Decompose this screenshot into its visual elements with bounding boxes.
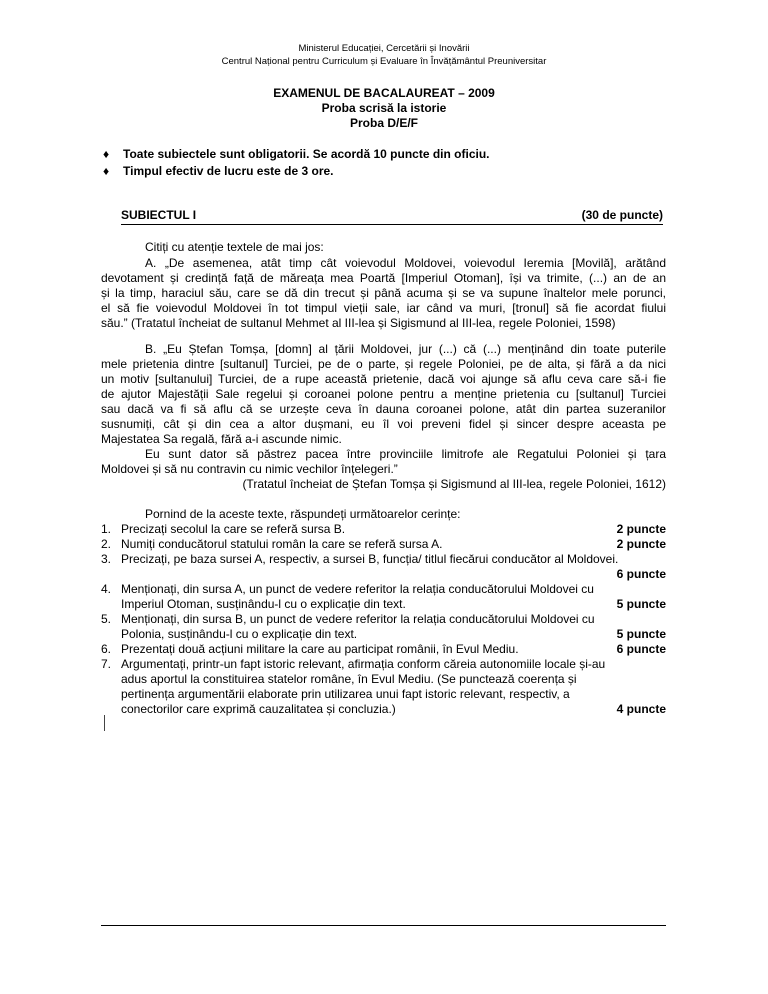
question-continuation — [121, 702, 666, 717]
source-b-line: Majestatea Sa regală, fără a-i ascunde nimic. — [101, 432, 342, 446]
question-points: 5 puncte — [616, 597, 666, 611]
question-text: adus aportul la constituirea statelor române, în Evul Mediu. (Se punctează coerența și — [121, 672, 577, 686]
question-text: Menționați, din sursa A, un punct de vedere referitor la relația conducătorului Moldovei cu — [121, 582, 594, 596]
question-points: 2 puncte — [616, 537, 666, 551]
source-b-line: de ajutor Majestății Sale regelui și coroanei polone pentru a menține prietenia cu [sultanul] Turciei — [101, 387, 666, 401]
ministry-name: Ministerul Educației, Cercetării și Inovării — [298, 43, 470, 54]
source-a-line: devotament și credință față de măreața mea Poartă [Imperiul Otoman], își va trimite, (...) an de an — [101, 271, 666, 285]
margin-mark — [104, 715, 105, 731]
question-points: 2 puncte — [616, 522, 666, 536]
question-text: Numiți conducătorul statului român la care se referă sursa A. — [121, 537, 443, 551]
center-name: Centrul Național pentru Curriculum și Evaluare în Învățământul Preuniversitar — [221, 56, 547, 67]
source-a-line: și la timp, haraciul său, care se dă din trecut și până acuma și se va supune înaltelor mele porunci, — [101, 286, 666, 300]
question-continuation — [121, 687, 666, 702]
subject-heading — [121, 208, 663, 225]
subject-points: (30 de puncte) — [581, 208, 663, 222]
question-continuation — [121, 627, 666, 642]
instruction-item — [103, 163, 334, 179]
question-number: 1. — [101, 522, 112, 536]
footer-rule — [101, 925, 666, 926]
source-b-line: mele prietenia dintre [sultanul] Turciei, pe de o parte, și regele Poloniei, pe de alta, și fără a da nici — [101, 357, 666, 371]
question-text: Polonia, susținându-l cu o explicație din text. — [121, 627, 358, 641]
question-text: Imperiul Otoman, susținându-l cu o explicație din text. — [121, 597, 406, 611]
question-text: Prezentați două acțiuni militare la care au participat românii, în Evul Mediu. — [121, 642, 519, 656]
diamond-bullet-icon: ♦ — [103, 164, 110, 178]
question-text: Precizați, pe baza sursei A, respectiv, a sursei B, funcția/ titlul fiecărui conducător al Moldovei. — [121, 552, 619, 566]
intro-text: Citiți cu atenție textele de mai jos: — [145, 240, 324, 254]
source-b-line: susnumiți, cât și din cea a altor dușmani, eu îl voi preveni fidel și sincer despre aceasta pe — [101, 417, 666, 431]
question-number: 7. — [101, 657, 112, 671]
question-continuation — [121, 672, 666, 687]
question-points: 6 puncte — [616, 642, 666, 656]
source-b-line: Eu sunt dator să păstrez pacea între provinciile limitrofe ale Regatului Poloniei și țara — [145, 447, 666, 461]
exam-title: EXAMENUL DE BACALAUREAT – 2009 — [273, 86, 495, 100]
instruction-text: Timpul efectiv de lucru este de 3 ore. — [123, 164, 334, 178]
question-number: 4. — [101, 582, 112, 596]
instruction-item — [103, 146, 490, 162]
question-text: Argumentați, printr-un fapt istoric relevant, afirmația conform căreia autonomiile locale și-au — [121, 657, 606, 671]
source-b-line: un motiv [sultanului] Turciei, de a rupe această prietenie, dacă voi ajunge să aflu ceva care să-i fie — [101, 372, 666, 386]
question-number: 3. — [101, 552, 112, 566]
source-b-citation: (Tratatul încheiat de Ștefan Tomșa și Sigismund al III-lea, regele Poloniei, 1612) — [242, 477, 666, 491]
question-text: Precizați secolul la care se referă sursa B. — [121, 522, 346, 536]
question-points: 4 puncte — [616, 702, 666, 716]
question-number: 5. — [101, 612, 112, 626]
exam-proba: Proba D/E/F — [349, 116, 418, 130]
exam-subtitle: Proba scrisă la istorie — [321, 101, 447, 115]
question-number: 6. — [101, 642, 112, 656]
task-intro: Pornind de la aceste texte, răspundeți următoarelor cerințe: — [145, 507, 461, 521]
question-text: conectorilor care exprimă cauzalitatea și concluzia.) — [121, 702, 396, 716]
question-continuation — [121, 597, 666, 612]
subject-label: SUBIECTUL I — [121, 208, 197, 222]
question-number: 2. — [101, 537, 112, 551]
source-b-line: Moldovei și să nu contravin cu nimic vechilor înțelegeri.” — [101, 462, 398, 476]
source-b-line: sau dacă va fi să aflu că se urzește ceva în dauna coroanei polone, atât din partea suzeranilor — [101, 402, 666, 416]
instruction-text: Toate subiectele sunt obligatorii. Se acordă 10 puncte din oficiu. — [123, 147, 490, 161]
source-b-line: B. „Eu Ștefan Tomșa, [domn] al țării Moldovei, jur (...) că (...) menținând din toate puterile — [145, 342, 666, 356]
question-text: Menționați, din sursa B, un punct de vedere referitor la relația conducătorului Moldovei cu — [121, 612, 595, 626]
source-a-line: el să fie voievodul Moldovei în tot timpul vieții sale, iar când va muri, [tronul] să fie acordat fiului — [101, 301, 666, 315]
question-text: pertinența argumentării elaborate prin utilizarea unui fapt istoric relevant, respectiv, a — [121, 687, 570, 701]
source-a-line: său.” (Tratatul încheiat de sultanul Mehmet al III-lea și Sigismund al III-lea, regele Poloniei, 1598) — [101, 316, 616, 330]
source-a-line: A. „De asemenea, atât timp cât voievodul Moldovei, voievodul Ieremia [Movilă], arătând — [145, 256, 666, 270]
question-points: 6 puncte — [616, 567, 666, 581]
question-points: 5 puncte — [616, 627, 666, 641]
diamond-bullet-icon: ♦ — [103, 147, 110, 161]
